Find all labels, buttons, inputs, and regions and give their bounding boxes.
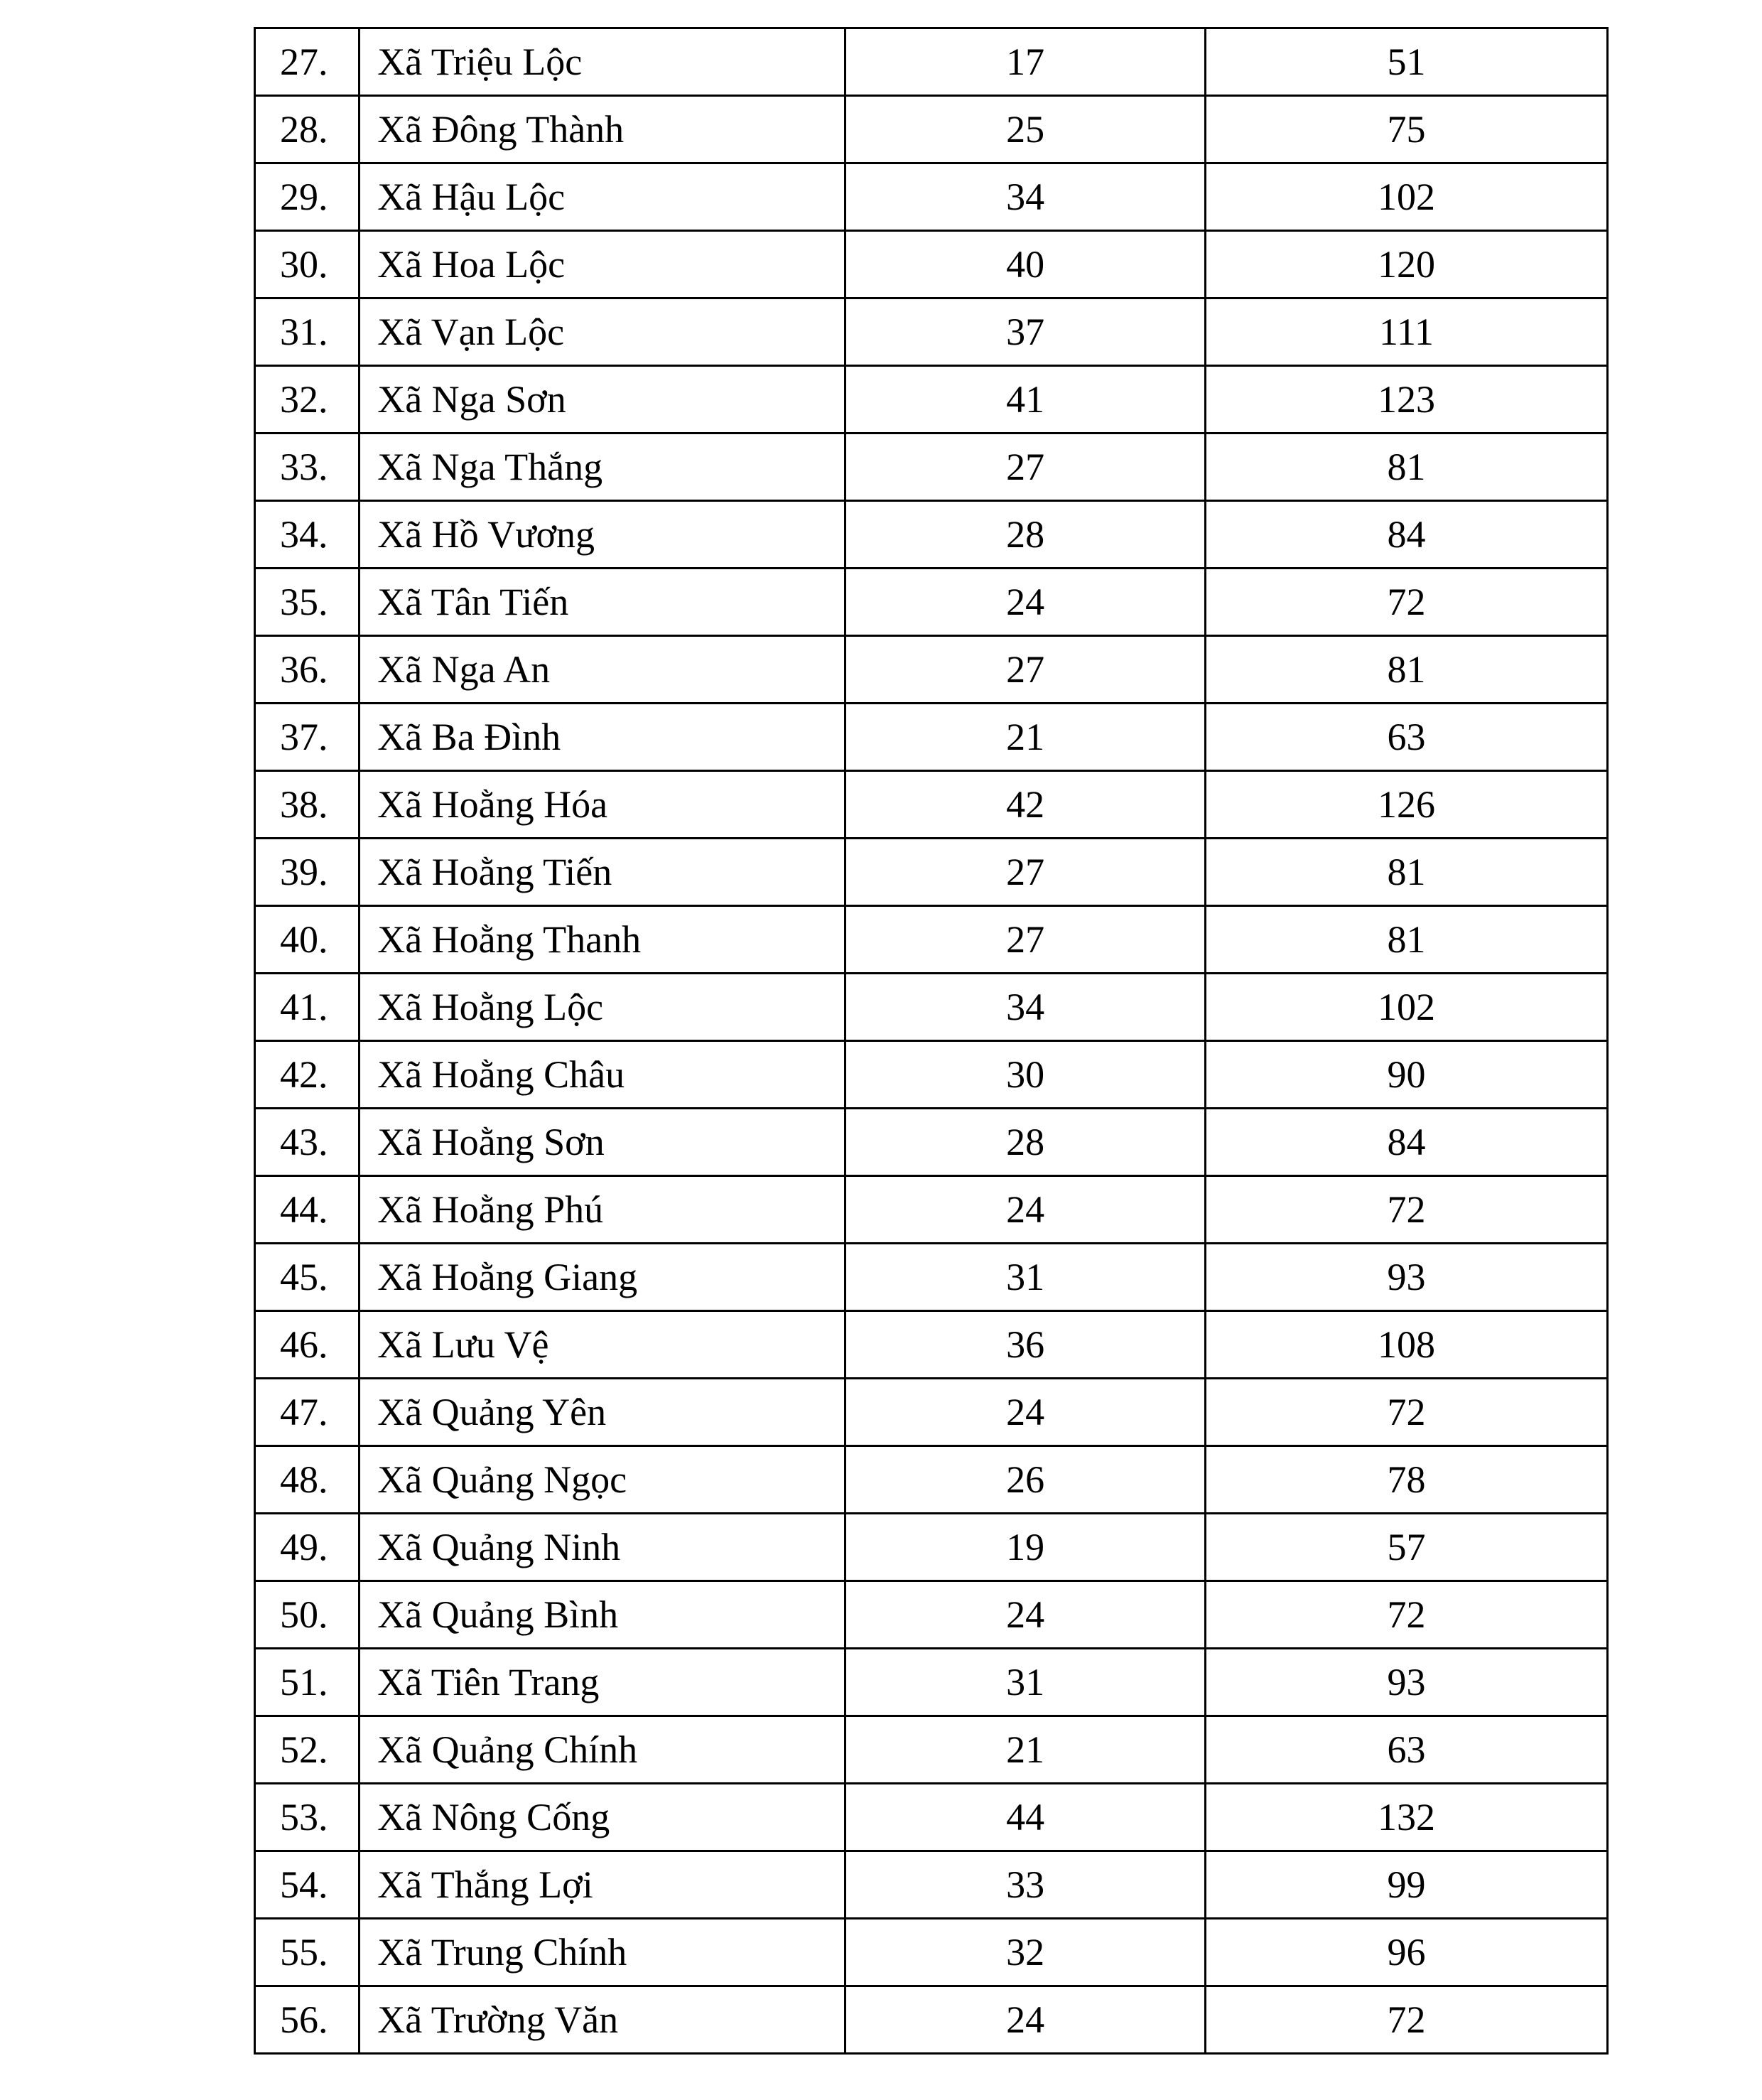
value-cell-2: 99 xyxy=(1206,1851,1608,1919)
value-cell-1: 24 xyxy=(845,1986,1206,2054)
row-number-cell: 38. xyxy=(255,771,360,839)
row-number-cell: 34. xyxy=(255,501,360,569)
value-cell-2: 57 xyxy=(1206,1514,1608,1581)
value-cell-1: 27 xyxy=(845,636,1206,704)
value-cell-2: 72 xyxy=(1206,1986,1608,2054)
commune-name-cell: Xã Quảng Ngọc xyxy=(360,1446,845,1514)
value-cell-1: 31 xyxy=(845,1244,1206,1311)
value-cell-2: 102 xyxy=(1206,974,1608,1041)
commune-name-cell: Xã Ba Đình xyxy=(360,704,845,771)
value-cell-2: 78 xyxy=(1206,1446,1608,1514)
row-number-cell: 53. xyxy=(255,1784,360,1851)
value-cell-1: 17 xyxy=(845,28,1206,96)
value-cell-1: 26 xyxy=(845,1446,1206,1514)
table-row xyxy=(255,1244,1608,1311)
commune-table xyxy=(254,27,1609,2055)
commune-name-cell: Xã Đông Thành xyxy=(360,96,845,163)
row-number-cell: 48. xyxy=(255,1446,360,1514)
table-row xyxy=(255,1784,1608,1851)
row-number-cell: 46. xyxy=(255,1311,360,1379)
table-row xyxy=(255,569,1608,636)
table-row xyxy=(255,1109,1608,1176)
commune-name-cell: Xã Quảng Bình xyxy=(360,1581,845,1649)
value-cell-2: 93 xyxy=(1206,1649,1608,1716)
value-cell-2: 81 xyxy=(1206,434,1608,501)
row-number-cell: 49. xyxy=(255,1514,360,1581)
row-number-cell: 47. xyxy=(255,1379,360,1446)
table-row xyxy=(255,636,1608,704)
value-cell-1: 36 xyxy=(845,1311,1206,1379)
row-number-cell: 32. xyxy=(255,366,360,434)
value-cell-2: 72 xyxy=(1206,569,1608,636)
commune-name-cell: Xã Hoằng Châu xyxy=(360,1041,845,1109)
commune-name-cell: Xã Nga An xyxy=(360,636,845,704)
value-cell-1: 21 xyxy=(845,704,1206,771)
row-number-cell: 55. xyxy=(255,1919,360,1986)
table-row xyxy=(255,906,1608,974)
commune-name-cell: Xã Quảng Yên xyxy=(360,1379,845,1446)
row-number-cell: 31. xyxy=(255,298,360,366)
table-row xyxy=(255,231,1608,298)
commune-name-cell: Xã Thắng Lợi xyxy=(360,1851,845,1919)
value-cell-1: 33 xyxy=(845,1851,1206,1919)
value-cell-2: 72 xyxy=(1206,1581,1608,1649)
commune-name-cell: Xã Trường Văn xyxy=(360,1986,845,2054)
value-cell-1: 21 xyxy=(845,1716,1206,1784)
table-row xyxy=(255,434,1608,501)
value-cell-2: 75 xyxy=(1206,96,1608,163)
value-cell-2: 63 xyxy=(1206,704,1608,771)
table-row xyxy=(255,501,1608,569)
commune-name-cell: Xã Hoằng Thanh xyxy=(360,906,845,974)
commune-name-cell: Xã Quảng Ninh xyxy=(360,1514,845,1581)
commune-name-cell: Xã Hậu Lộc xyxy=(360,163,845,231)
value-cell-1: 31 xyxy=(845,1649,1206,1716)
table-row xyxy=(255,974,1608,1041)
row-number-cell: 35. xyxy=(255,569,360,636)
commune-name-cell: Xã Trung Chính xyxy=(360,1919,845,1986)
value-cell-1: 32 xyxy=(845,1919,1206,1986)
commune-name-cell: Xã Hồ Vương xyxy=(360,501,845,569)
commune-name-cell: Xã Tân Tiến xyxy=(360,569,845,636)
table-row xyxy=(255,771,1608,839)
table-row xyxy=(255,1311,1608,1379)
row-number-cell: 30. xyxy=(255,231,360,298)
table-row xyxy=(255,1919,1608,1986)
value-cell-2: 108 xyxy=(1206,1311,1608,1379)
row-number-cell: 45. xyxy=(255,1244,360,1311)
value-cell-1: 27 xyxy=(845,839,1206,906)
value-cell-2: 63 xyxy=(1206,1716,1608,1784)
value-cell-1: 40 xyxy=(845,231,1206,298)
table-row xyxy=(255,1514,1608,1581)
commune-name-cell: Xã Hoằng Tiến xyxy=(360,839,845,906)
value-cell-1: 24 xyxy=(845,1176,1206,1244)
value-cell-1: 34 xyxy=(845,163,1206,231)
table-row xyxy=(255,1446,1608,1514)
value-cell-2: 81 xyxy=(1206,636,1608,704)
value-cell-2: 126 xyxy=(1206,771,1608,839)
table-row xyxy=(255,839,1608,906)
value-cell-1: 30 xyxy=(845,1041,1206,1109)
row-number-cell: 27. xyxy=(255,28,360,96)
row-number-cell: 43. xyxy=(255,1109,360,1176)
value-cell-1: 24 xyxy=(845,1379,1206,1446)
value-cell-2: 120 xyxy=(1206,231,1608,298)
value-cell-1: 27 xyxy=(845,906,1206,974)
commune-name-cell: Xã Lưu Vệ xyxy=(360,1311,845,1379)
table-row xyxy=(255,163,1608,231)
table-row xyxy=(255,298,1608,366)
row-number-cell: 39. xyxy=(255,839,360,906)
commune-name-cell: Xã Nga Thắng xyxy=(360,434,845,501)
value-cell-1: 28 xyxy=(845,501,1206,569)
value-cell-1: 27 xyxy=(845,434,1206,501)
value-cell-1: 34 xyxy=(845,974,1206,1041)
row-number-cell: 51. xyxy=(255,1649,360,1716)
value-cell-1: 37 xyxy=(845,298,1206,366)
commune-name-cell: Xã Hoằng Giang xyxy=(360,1244,845,1311)
row-number-cell: 40. xyxy=(255,906,360,974)
commune-name-cell: Xã Nông Cống xyxy=(360,1784,845,1851)
value-cell-2: 132 xyxy=(1206,1784,1608,1851)
row-number-cell: 37. xyxy=(255,704,360,771)
value-cell-2: 81 xyxy=(1206,906,1608,974)
row-number-cell: 36. xyxy=(255,636,360,704)
row-number-cell: 33. xyxy=(255,434,360,501)
table-body xyxy=(255,28,1608,2054)
value-cell-2: 111 xyxy=(1206,298,1608,366)
value-cell-1: 19 xyxy=(845,1514,1206,1581)
value-cell-2: 93 xyxy=(1206,1244,1608,1311)
commune-name-cell: Xã Nga Sơn xyxy=(360,366,845,434)
value-cell-2: 84 xyxy=(1206,501,1608,569)
value-cell-2: 123 xyxy=(1206,366,1608,434)
value-cell-1: 28 xyxy=(845,1109,1206,1176)
value-cell-2: 72 xyxy=(1206,1176,1608,1244)
table-row xyxy=(255,704,1608,771)
table-row xyxy=(255,28,1608,96)
row-number-cell: 44. xyxy=(255,1176,360,1244)
commune-name-cell: Xã Hoa Lộc xyxy=(360,231,845,298)
table-row xyxy=(255,1986,1608,2054)
value-cell-2: 72 xyxy=(1206,1379,1608,1446)
row-number-cell: 29. xyxy=(255,163,360,231)
table-row xyxy=(255,1041,1608,1109)
commune-name-cell: Xã Hoằng Phú xyxy=(360,1176,845,1244)
value-cell-2: 90 xyxy=(1206,1041,1608,1109)
table-row xyxy=(255,1379,1608,1446)
row-number-cell: 41. xyxy=(255,974,360,1041)
commune-name-cell: Xã Hoằng Sơn xyxy=(360,1109,845,1176)
row-number-cell: 28. xyxy=(255,96,360,163)
value-cell-1: 25 xyxy=(845,96,1206,163)
table-row xyxy=(255,1716,1608,1784)
table-row xyxy=(255,366,1608,434)
table-row xyxy=(255,1176,1608,1244)
commune-name-cell: Xã Hoằng Lộc xyxy=(360,974,845,1041)
value-cell-2: 102 xyxy=(1206,163,1608,231)
value-cell-2: 96 xyxy=(1206,1919,1608,1986)
value-cell-2: 81 xyxy=(1206,839,1608,906)
commune-name-cell: Xã Vạn Lộc xyxy=(360,298,845,366)
row-number-cell: 54. xyxy=(255,1851,360,1919)
value-cell-1: 24 xyxy=(845,1581,1206,1649)
table-row xyxy=(255,1649,1608,1716)
value-cell-1: 42 xyxy=(845,771,1206,839)
table-row xyxy=(255,1581,1608,1649)
commune-name-cell: Xã Tiên Trang xyxy=(360,1649,845,1716)
value-cell-1: 44 xyxy=(845,1784,1206,1851)
value-cell-1: 41 xyxy=(845,366,1206,434)
commune-name-cell: Xã Hoằng Hóa xyxy=(360,771,845,839)
commune-name-cell: Xã Quảng Chính xyxy=(360,1716,845,1784)
row-number-cell: 50. xyxy=(255,1581,360,1649)
row-number-cell: 56. xyxy=(255,1986,360,2054)
table-row xyxy=(255,1851,1608,1919)
value-cell-2: 84 xyxy=(1206,1109,1608,1176)
table-row xyxy=(255,96,1608,163)
row-number-cell: 52. xyxy=(255,1716,360,1784)
value-cell-2: 51 xyxy=(1206,28,1608,96)
row-number-cell: 42. xyxy=(255,1041,360,1109)
commune-name-cell: Xã Triệu Lộc xyxy=(360,28,845,96)
value-cell-1: 24 xyxy=(845,569,1206,636)
